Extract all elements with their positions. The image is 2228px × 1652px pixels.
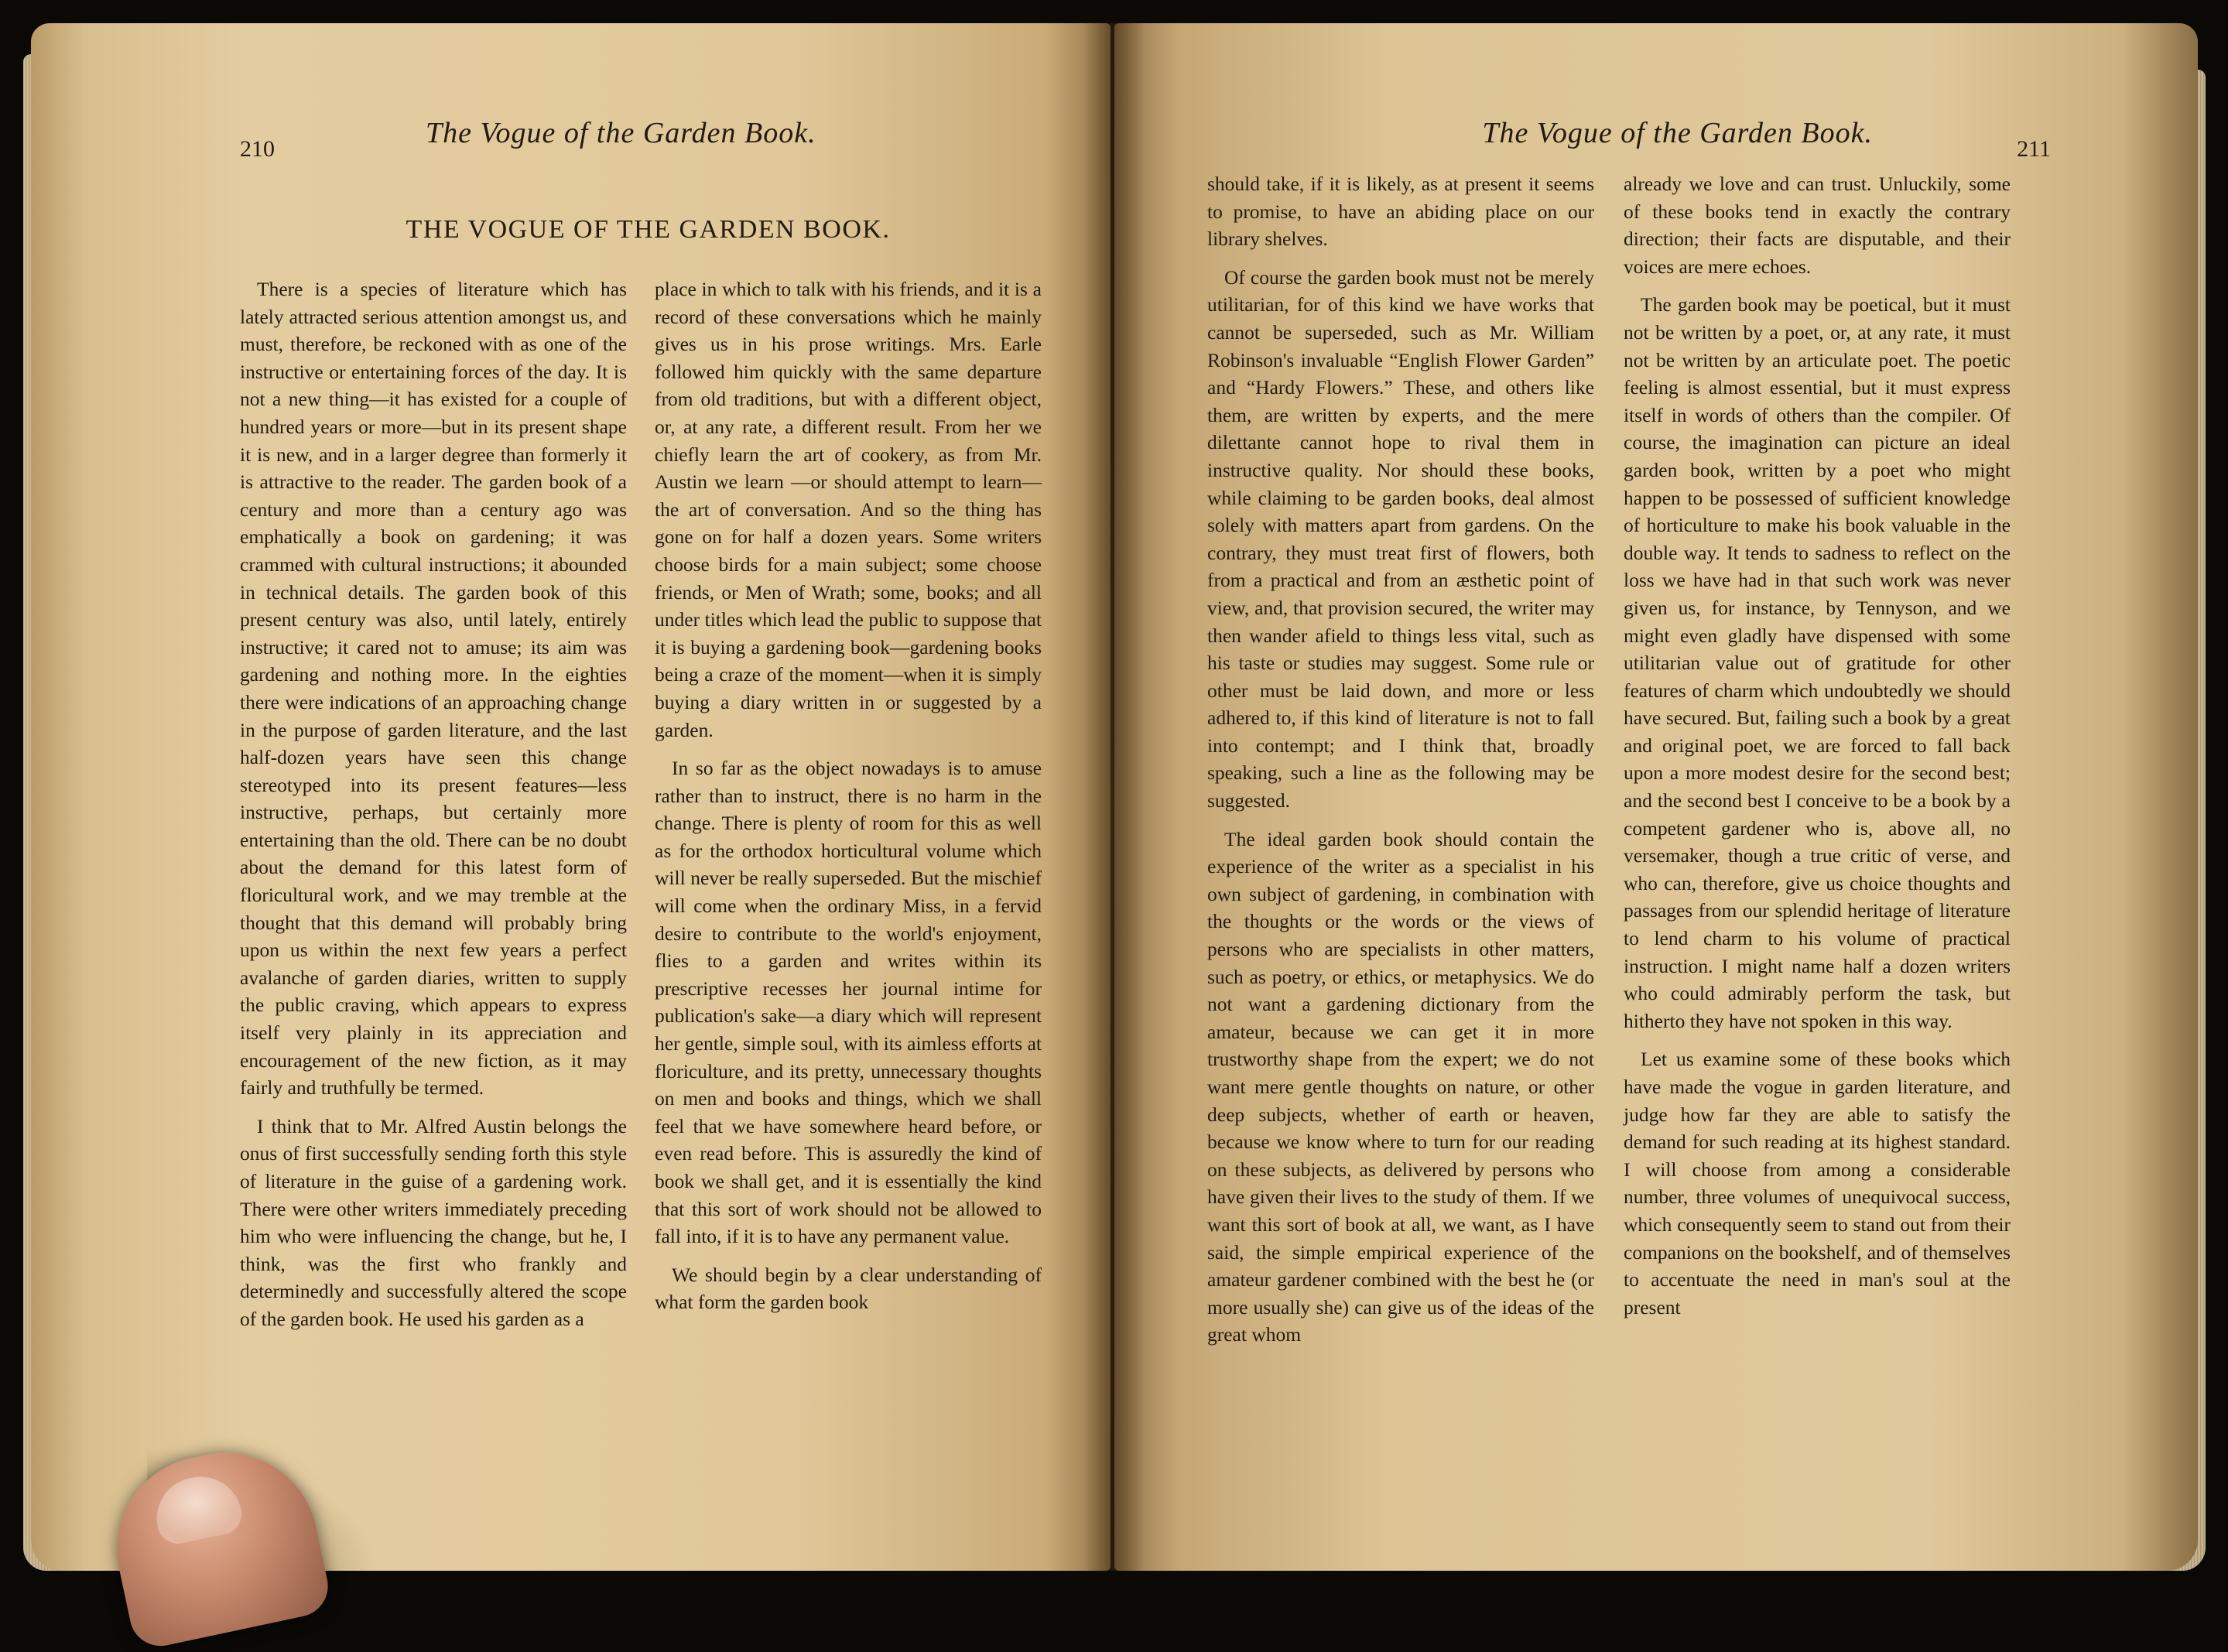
left-page-number: 210 [240,136,275,162]
left-running-title: The Vogue of the Garden Book. [426,117,816,149]
paragraph: The garden book may be poetical, but it must not be written by a poet, or, at any rate, it must not be written by an articulate poet. The poetic feeling is almost essential, but it must express itself in words of others than the compiler. Of course, the imagination can picture an ideal garden book, written by a poet who might happen to be possessed of sufficient knowledge of horticulture to make his book valuable in the double way. It tends to sadness to reflect on the loss we have had in that such work was never given us, for instance, by Tennyson, and we might even gladly have dispensed with some utilitarian value out of gratitude for other features of charm which undoubtedly we should have secured. But, failing such a book by a great and original poet, we are forced to fall back upon a more modest desire for the second best; and the second best I conceive to be a book by a competent gardener who is, above all, no versemaker, though a true critic of verse, and who can, therefore, give us choice thoughts and passages from our splendid heritage of literature to lend charm to his volume of practical instruction. I might name half a dozen writers who could admirably perform the task, but hitherto they have not spoken in this way. [1624,293,2011,1032]
left-column-2 [655,275,1042,1344]
right-column-2 [1624,170,2011,1360]
right-running-head [1207,108,2051,162]
paragraph: should take, if it is likely, as at present it seems to promise, to have an abiding place on our library shelves. [1207,173,1594,251]
paragraph: place in which to talk with his friends, and it is a record of these conversations which he mainly gives us in his prose writings. Mrs. Earle followed him quickly with the same departure from old traditions, but with a different object, or, at any rate, a different result. From her we chiefly learn the art of cookery, as from Mr. Austin we learn —or should attempt to learn—the art of conversation. And so the thing has gone on for half a dozen years. Some writers choose birds for a main subject; some choose friends, or Men of Wrath; some, books; and all under titles which lead the public to suppose that it is buying a gardening book—gardening books being a craze of the moment—when it is simply buying a diary written in or suggested by a garden. [655,278,1042,741]
left-columns [240,275,1056,1344]
paragraph: already we love and can trust. Unluckily, some of these books tend in exactly the contrary direction; their facts are disputable, and their voices are mere echoes. [1624,173,2011,278]
paragraph: I think that to Mr. Alfred Austin belongs the onus of first successfully sending forth this style of literature in the guise of a gardening work. There were other writers immediately preceding him who were influencing the change, but he, I think, was the first who frankly and determinedly and successfully altered the scope of the garden book. He used his garden as a [240,1114,627,1330]
right-column-1 [1207,170,1594,1360]
open-book [31,23,2198,1594]
paragraph: The ideal garden book should contain the experience of the writer as a specialist in his own subject of gardening, in combination with the thoughts or the words or the views of persons who are specialists in other matters, such as poetry, or ethics, or metaphysics. We do not want a gardening dictionary from the amateur, because we can get it in more trustworthy shape from the expert; we do not want mere gentle thoughts on nature, or other deep subjects, whether of earth or heaven, because we know where to turn for our reading on these subjects, as delivered by persons who have given their lives to the study of them. If we want this sort of book at all, we want, as I have said, the simple empirical experience of the amateur gardener combined with the best he (or more usually she) can give us of the ideas of the great whom [1207,827,1594,1346]
right-columns [1207,170,2051,1360]
right-running-title: The Vogue of the Garden Book. [1482,117,1873,149]
right-page [1114,23,2198,1571]
paragraph: There is a species of literature which has lately attracted serious attention amongst us, and must, therefore, be reckoned with as one of the instructive or entertaining forces of the day. It is not a new thing—it has existed for a couple of hundred years or more—but in its present shape it is new, and in a larger degree than formerly it is attractive to the reader. The garden book of a century and more than a century ago was emphatically a book on gardening; it was crammed with cultural instructions; it abounded in technical details. The garden book of this present century was also, until lately, entirely instructive; it cared not to amuse; its aim was gardening and nothing more. In the eighties there were indications of an approaching change in the purpose of garden literature, and the last half-dozen years have seen this change stereotyped into its present features—less instructive, perhaps, but certainly more entertaining than the old. There can be no doubt about the demand for this latest form of floricultural work, and we may tremble at the thought that this demand will probably bring upon us within the next few years a perfect avalanche of garden diaries, written to supply the public craving, which appears to express itself very plainly in its appreciation and encouragement of the new fiction, as it may fairly and truthfully be termed. [240,278,627,1100]
book-gutter [1083,23,1145,1571]
paragraph: In so far as the object nowadays is to amuse rather than to instruct, there is no harm in the change. There is plenty of room for this as well as for the orthodox horticultural volume which will never be really superseded. But the mischief will come when the ordinary Miss, in a fervid desire to contribute to the world's enjoyment, flies to a garden and writes within its prescriptive recesses her journal intime for publication's sake—a diary which will represent her gentle, simple soul, with its aimless efforts at floriculture, and its pretty, unnecessary thoughts on men and books and things, which we shall feel that we have somewhere heard before, or even read before. This is assuredly the kind of book we shall get, and it is essentially the kind that this sort of work should not be allowed to fall into, if it is to have any permanent value. [655,757,1042,1248]
chapter-title: THE VOGUE OF THE GARDEN BOOK. [406,215,891,244]
left-column-1 [240,275,627,1344]
right-page-number: 211 [2017,136,2051,162]
paragraph: Of course the garden book must not be merely utilitarian, for of this kind we have works that cannot be superseded, such as Mr. William Robinson's invaluable “English Flower Garden” and “Hardy Flowers.” These, and others like them, are written by experts, and the mere dilettante cannot hope to rival them in instructive quality. Nor should these books, while claiming to be garden books, deal almost solely with matters apart from gardens. On the contrary, they must treat first of flowers, both from a practical and from an æsthetic point of view, and, that provision secured, the writer may then wander afield to things less vital, such as his taste or studies may suggest. Some rule or other must be laid down, and more or less adhered to, if this kind of literature is not to fall into contempt; and I think that, broadly speaking, such a line as the following may be suggested. [1207,265,1594,812]
paragraph: We should begin by a clear understanding of what form the garden book [655,1263,1042,1314]
thumbnail [149,1469,245,1548]
paragraph: Let us examine some of these books which have made the vogue in garden literature, and judge how far they are able to satisfy the demand for such reading at its highest standard. I will choose from among a considerable number, three volumes of unequivocal success, which consequently seem to stand out from their companions on the bookshelf, and of themselves to accentuate the need in man's soul at the present [1624,1048,2011,1319]
left-page [31,23,1111,1571]
left-running-head [240,108,1056,162]
